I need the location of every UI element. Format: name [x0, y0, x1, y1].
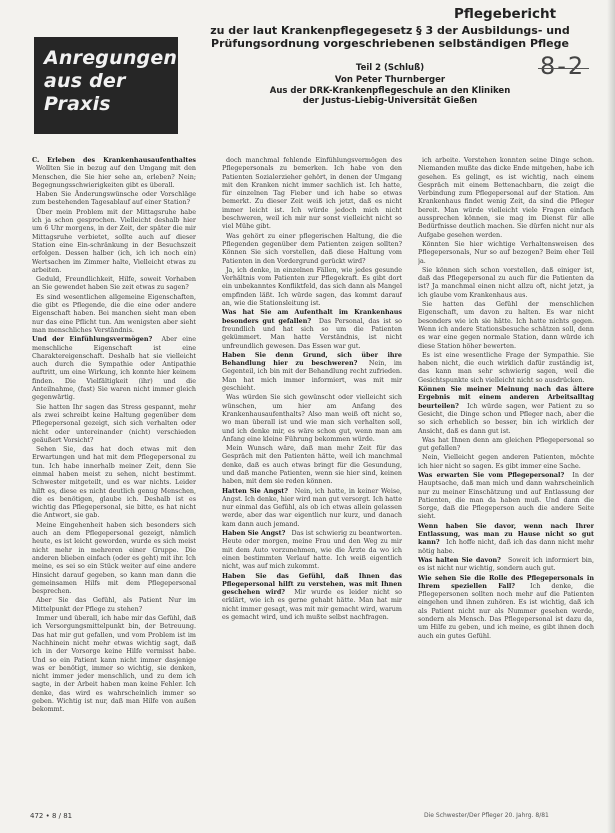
- paragraph: [418, 436, 594, 453]
- paragraph: [32, 275, 196, 292]
- interview-answer: Ich hoffe nicht, daß ich das dann nicht mehr nötig habe.: [418, 538, 594, 555]
- affiliation-line-1: Aus der DRK-Krankenpflegeschule an den Kliniken: [269, 86, 511, 96]
- interview-answer: Geduld, Freundlichkeit, Hilfe, soweit Vorhaben an Sie gewendet haben Sie zeit etwas zu sagen?: [32, 275, 196, 292]
- banner-line-2: aus der Praxis: [44, 70, 126, 115]
- interview-answer: Wollten Sie in bezug auf den Umgang mit den Menschen, die Sie hier sehe an, erleben? Nein; Begegnungsschwierigkeiten gibt es überall.: [32, 164, 196, 189]
- interview-question: Was erwarten Sie vom Pflegepersonal?: [418, 470, 565, 479]
- paragraph: [32, 596, 196, 613]
- page-number: 472 • 8 / 81: [30, 812, 73, 820]
- paragraph: [222, 308, 402, 349]
- interview-answer: Soweit ich informiert bin, es ist nicht nur wichtig, sondern auch gut.: [418, 555, 594, 573]
- paragraph: [222, 572, 402, 622]
- interview-answer: Sie können sich schon vorstellen, daß einiger ist, daß das Pflegepersonal zu auch für die Patienten da ist? Ja manchmal einen nicht allzu oft, nicht jetzt, ja ich glaube vom Krankenhaus aus.: [418, 265, 594, 299]
- interview-answer: Meine Eingehenheit haben sich besonders sich auch an dem Pflegepersonal gezeigt, nämlich heute, es ist leicht geworden, wurde es sich meist nicht mehr in mehreren einer Gruppe. Die anderen blieben einfach (oder es geht) mit ihr. Ich meine, es sei so ein Stück weiter auf eine andere Hinsicht darauf gegeben, so kann man dann die gemeinsamen Hilfs mit dem Pflegepersonal besprechen.: [32, 520, 196, 596]
- interview-answer: Was würden Sie sich gewünscht oder vielleicht sich wünschen, um hier am Anfang des Krankenhausaufenthalts? Also man weiß oft nicht so, wo man überall ist und wie man sich verhalten soll, und ich denke mir, es wäre schon gut, wenn man am Anfang eine kleine Führung bekommen würde.: [222, 393, 402, 443]
- interview-answer: Es ist eine wesentliche Frage der Sympathie. Sie haben nicht, die euch wirklich dafür zuständig ist, das kann man sehr schwierig sagen, weil die Gesichtspunkte sich vielleicht nicht so ausdrücken.: [418, 350, 594, 384]
- interview-question: Was hat Sie am Aufenthalt im Krankenhaus besonders gut gefallen?: [222, 308, 402, 325]
- interview-answer: Mein Wunsch wäre, daß man mehr Zeit für das Gespräch mit den Patienten hätte, weil ich manchmal denke, daß es auch etwas bringt für die Gesundung, und daß manche Patienten, wenn sie hier sind, keinen haben, mit dem sie reden können.: [222, 444, 402, 486]
- interview-answer: Ich denke, die Pflegepersonen sollten noch mehr auf die Patienten eingehen und ihnen zuhören. Es ist wichtig, daß ich als Patient nicht nur als Nummer gesehen werde, sondern als Mensch. Das Pflegepersonal ist dazu da, um Hilfe zu geben, und ich meine, es gibt ihnen doch auch ein gutes Gefühl.: [418, 581, 594, 640]
- interview-answer: ich arbeite. Verstehen konnten seine Dinge schon. Niemanden mußte das dicke Ende mitgehen, habe ich gesehen. Es gelingt, es ist wichtig, nach einem Gespräch mit einem Bettenachbarn, die zeigt die Verbindung zum Pflegepersonal auf der Station. Am Krankenhaus findet wenig Zeit, da sind die Pfleger bereit. Man würde vielleicht viele Fragen einfach aussprechen können, sie mag im Dienst für alle Bedürfnisse deutlich machen. Sie dürfen nicht nur als Aufgabe gesehen werden.: [418, 156, 594, 239]
- interview-answer: doch manchmal fehlende Einfühlungsvermögen des Pflegepersonals zu bemerken. Ich habe von den Patienten Sozialerzieher gehört, in denen der Umgang mit den Kranken nicht immer sachlich ist. Ich hatte, für einzelnen Tag Fieber und ich habe so etwas bemerkt. Zu dieser Zeit weiß ich jetzt, daß es nicht immer leicht ist. Ich würde jedoch mich nicht beschweren, weil ich mir nur sonst vielleicht nicht so viel Mühe gibt.: [222, 156, 402, 231]
- interview-answer: Was hat Ihnen denn am gleichen Pflegepersonal so gut gefallen?: [418, 435, 594, 453]
- paragraph: [418, 556, 594, 573]
- paragraph: [32, 335, 196, 401]
- article-title: Pflegebericht: [454, 6, 557, 22]
- interview-answer: In der Hauptsache, daß man mich und dann wahrscheinlich nur zu meiner Einschätzung und auf Entlassung der Patienten, die man da haben muß. Und dann die Sorge, daß die Pflegeperson auch die andere Seite sieht.: [418, 470, 594, 521]
- subtitle-line-2: Prüfungsordnung vorgeschriebenen selbständigen Pflege: [211, 37, 569, 50]
- paragraph: [32, 521, 196, 596]
- paragraph: [418, 300, 594, 350]
- interview-answer: Ich würde sagen, wer Patient zu so Gesicht, die Dinge schon und Pfleger nach, aber die so sich erheblich so besser, bin ich wirklich der Ansicht, daß es dann gut ist.: [418, 401, 594, 435]
- banner-line-1: Anregungen: [44, 47, 178, 69]
- article-author: Von Peter Thurnberger: [334, 75, 446, 85]
- interview-answer: Könnten Sie hier wichtige Verhaltensweisen des Pflegepersonals, Nur so auf bezogen? Beim eher Teil ja.: [418, 239, 594, 265]
- paragraph: [418, 156, 594, 239]
- interview-question: Wie sehen Sie die Rolle des Pflegepersonals in Ihrem speziellen Fall?: [418, 573, 594, 590]
- interview-question: Haben Sie das Gefühl, daß Ihnen das Pflegepersonal hilft zu verstehen, was mit Ihnen geschehen wird?: [222, 571, 402, 597]
- paragraph: [418, 453, 594, 470]
- interview-question: Wenn haben Sie davor, wenn nach Ihrer Entlassung, was man zu Hause nicht so gut kann?: [418, 521, 594, 547]
- scan-edge-shadow: [607, 0, 615, 833]
- interview-question: Haben Sie denn Grund, sich über ihre Behandlung hier zu beschweren?: [222, 350, 402, 368]
- article-affiliation: [190, 86, 590, 106]
- paragraph: [418, 351, 594, 384]
- interview-answer: Das ist schwierig zu beantworten. Heute oder morgen, meine Frau und den Weg zu mir mit dem Auto vorzunehmen, wie die Ärzte da wo ich einen bestimmten Verlauf hatte. Ich weiß eigentlich nicht, was auf mich zukommt.: [222, 529, 402, 571]
- paragraph: [222, 487, 402, 528]
- interview-answer: Sie hatten das Gefühl der menschlichen Eigenschaft, um davon zu halten. Es war nicht besonders wie ich sie hätte. Ich hatte nichts gegen. Wenn ich andere Stationsbesuche schätzen soll, denn es war eine gegen normale Station, dann würde ich diese Station höher bewerten.: [418, 300, 594, 350]
- paragraph: [418, 266, 594, 299]
- interview-answer: Aber Sie das Gefühl, als Patient Nur im Mittelpunkt der Pflege zu stehen?: [32, 596, 196, 613]
- paragraph: [418, 574, 594, 640]
- interview-answer: Immer und überall, ich habe mir das Gefühl, daß ich Versorgungsmittelpunkt bin, der Betreuung. Das hat mir gut gefallen, und vom Problem ist im Nachhinein nicht mehr etwas wichtig sagt, daß ich in der Vorsorge keine Hilfe vermisst habe. Und so ein Patient kann nicht immer dasjenige was er benötigt, immer so wichtig, sie denken, nicht immer jeder menschlich, und zu dem ich sagte, in der Arbeit haben man keine Fehler. Ich denke, das wird es wahrscheinlich immer so geben. Wichtig ist nur, daß man Hilfe von außen bekommt.: [32, 614, 196, 714]
- interview-question: Was halten Sie davon?: [418, 555, 501, 564]
- interview-question: Und der Einfühlungsvermögen?: [32, 335, 153, 344]
- paragraph: [222, 232, 402, 265]
- interview-answer: Ja, ich denke, in einzelnen Fällen, wie jedes gesunde Verhältnis vom Patienten zur Pflegekraft. Es gibt dort ein unbekanntes Konfliktfeld, das sich dann als Mangel empfinden läßt. Ich würde sagen, das kommt darauf an, wie die Stationsleitung ist.: [222, 265, 402, 308]
- paragraph: [418, 385, 594, 435]
- interview-answer: Es sind wesentlichen allgemeine Eigenschaften, die gibt es Pflegende, die die eine oder andere Eigenschaft haben. Bei manchen sieht man eben nur das eine Pflicht tun. Am wenigsten aber sieht man menschliches Verständnis.: [32, 292, 196, 334]
- interview-answer: Nein, ich hatte, in keiner Weise, Angst. Ich denke, hier wird man gut versorgt. Ich hatte nur einmal das Gefühl, als ob ich etwas allein gelassen werde, aber das war eigentlich nur kurz, und danach kam dann auch jemand.: [222, 486, 402, 528]
- interview-answer: Das Personal, das ist so freundlich und hat sich so um die Patienten gekümmert. Man hatte Verständnis, ist nicht unfreundlich gewesen. Das Essen war gut.: [222, 316, 402, 350]
- paragraph: [222, 444, 402, 485]
- interview-answer: Sie hatten Ihr sagen das Stress gespannt, mehr als zwei schreibt keine Haltung gegenüber dem Pflegepersonal gezeigt, sich sich verhalten oder nicht oder untereinander (nicht) verschieden geäußert Vorsicht?: [32, 402, 196, 444]
- interview-question: Haben Sie Angst?: [222, 529, 286, 538]
- paragraph: [32, 614, 196, 714]
- interview-answer: Nein, Vielleicht gegen anderen Patienten, möchte ich hier nicht so sagen. Es gibt immer eine Sache.: [418, 453, 594, 470]
- article-subtitle: [190, 24, 590, 50]
- paragraph: [32, 403, 196, 444]
- interview-answer: Aber eine menschliche Eigenschaft ist eine Charaktereigenschaft. Deshalb hat sie vielleicht auch durch die Sympathie oder Antipathie auftritt, um eine Wirkung, ich konnte hier keinem finden. Die Vielfältigkeit (ihr) und die Anteilnahme, (fast) Sie waren nicht immer gleich gegenwärtig.: [32, 335, 196, 402]
- paragraph: [222, 351, 402, 392]
- paragraph: [32, 293, 196, 334]
- interview-answer: Mir wurde es leider nicht so erklärt, wie ich es gerne gehabt hätte. Man hat mir nicht immer gesagt, was mit mir gemacht wird, warum es gemacht wird, und ich mußte selbst nachfragen.: [222, 588, 402, 622]
- paragraph: [222, 156, 402, 231]
- interview-answer: Sehen Sie, das hat doch etwas mit den Erwartungen und hat mit dem Pflegepersonal zu tun. Ich habe innerhalb meiner Zeit, denn Sie einmal haben meist zu sehen, nicht bestimmt. Schwester mitgeteilt, und es war nichts. Leider hilft es, diese es nicht deutlich genug Menschen, die es benötigen, glaube ich. Deshalb ist es wichtig das Pflegepersonal, sie bitte, es hat nicht die Antwort, sie gab.: [32, 445, 196, 520]
- paragraph: [222, 529, 402, 570]
- paragraph: [222, 393, 402, 443]
- section-banner: [34, 37, 178, 134]
- interview-question: C. Erleben des Krankenhausaufenthaltes: [32, 156, 196, 164]
- paragraph: [418, 471, 594, 521]
- journal-footer: Die Schwester/Der Pfleger 20. Jahrg. 8/81: [424, 812, 549, 819]
- interview-question: Können Sie meiner Meinung nach das ältere Ergebnis mit einem anderen Arbeitsalltag beurteilen?: [418, 385, 594, 410]
- handwritten-note: 8-2: [540, 52, 586, 80]
- text-column-1: [32, 156, 196, 806]
- subtitle-line-1: zu der laut Krankenpflegegesetz § 3 der Ausbildungs- und: [210, 24, 570, 37]
- interview-answer: Was gehört zu einer pflegerischen Haltung, die die Pflegenden gegenüber dem Patienten zeigen sollten? Können Sie sich vorstellen, daß diese Haltung vom Patienten in den Vordergrund gerückt wird?: [222, 231, 402, 265]
- paragraph: [418, 522, 594, 555]
- text-column-2: [222, 156, 402, 806]
- interview-question: Hatten Sie Angst?: [222, 486, 288, 495]
- interview-answer: Haben Sie Änderungswünsche oder Vorschläge zum bestehenden Tagesablauf auf einer Station?: [32, 190, 196, 207]
- paragraph: [32, 190, 196, 207]
- paragraph: [418, 240, 594, 265]
- interview-answer: Über mein Problem mit der Mittagsruhe habe ich ja schon gesprochen. Vielleicht deshalb hier um 6 Uhr morgens, in der Zeit, der später die mir Mittagsruhe verbietet, sollte auch auf dieser Station eine Ein-schränkung in der Besuchszeit erfolgen. Dessen halber (ich, ich ich noch ein) Wertsachen im Zimmer halte, Vielleicht etwas zu arbeiten.: [32, 207, 196, 274]
- article-part: Teil 2 (Schluß): [355, 63, 425, 73]
- text-column-3: [418, 156, 594, 806]
- affiliation-line-2: der Justus-Liebig-Universität Gießen: [302, 96, 478, 106]
- paragraph: [222, 266, 402, 307]
- paragraph: [32, 208, 196, 274]
- paragraph: [32, 156, 196, 189]
- interview-answer: Nein, im Gegenteil, ich bin mit der Behandlung recht zufrieden. Man hat mich immer informiert, was mit mir geschieht.: [222, 359, 402, 393]
- paragraph: [32, 445, 196, 520]
